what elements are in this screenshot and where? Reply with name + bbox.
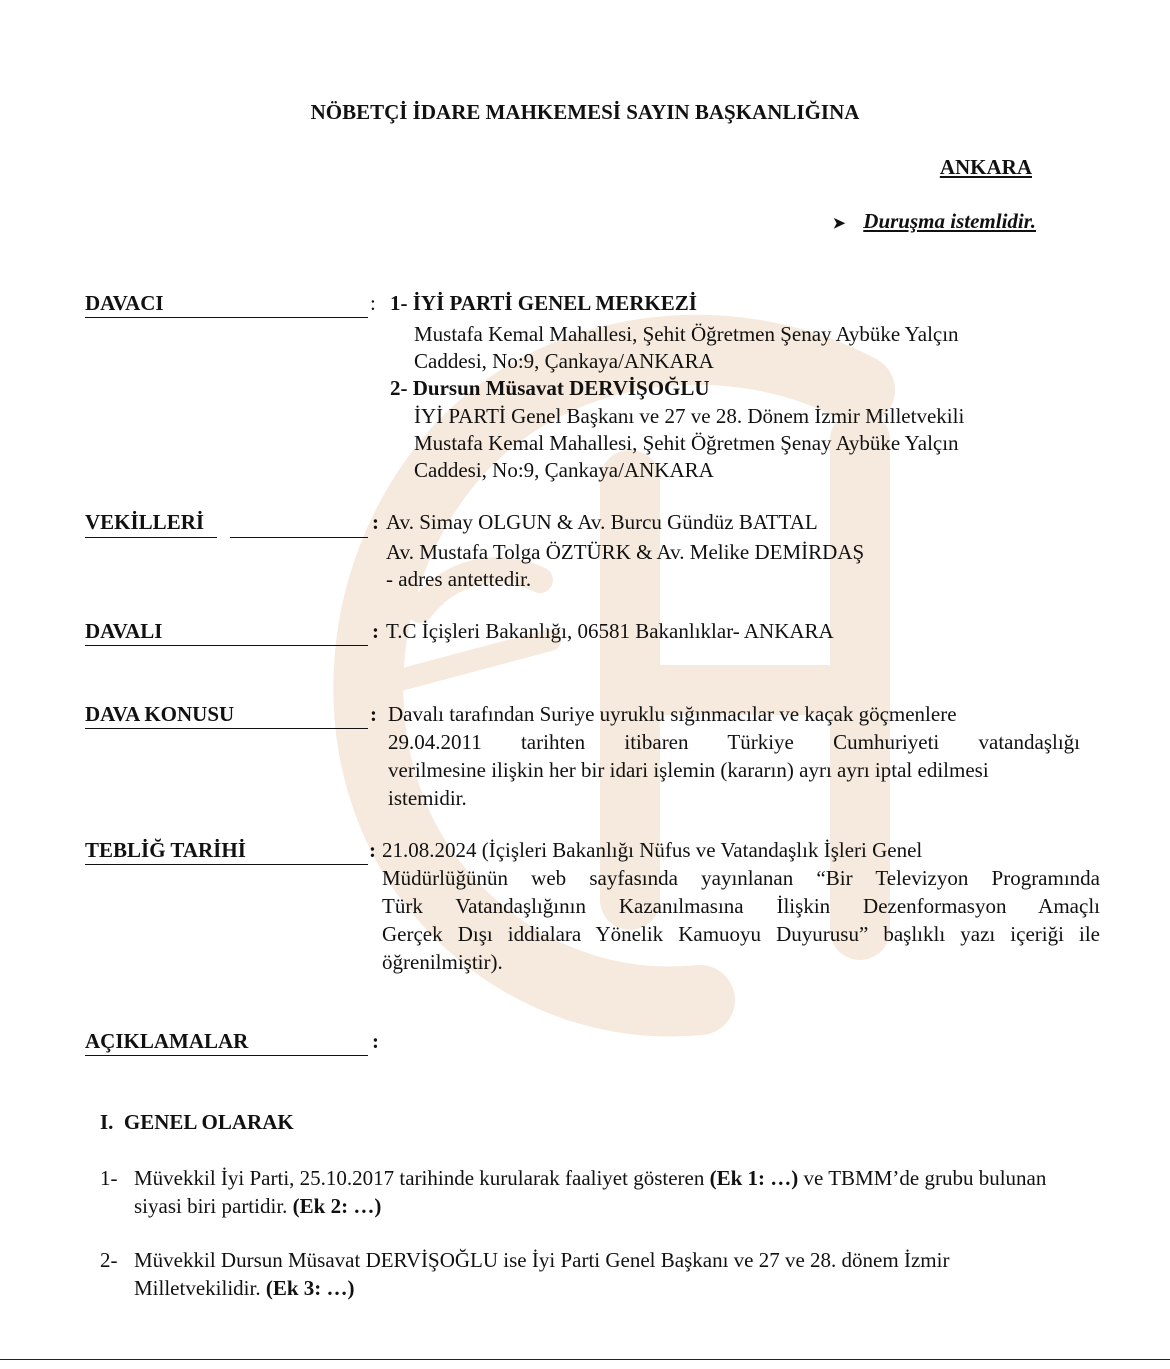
list-item-number: 1- [100, 1166, 118, 1190]
subject-line-1: Davalı tarafından Suriye uyruklu sığınmacılar ve kaçak göçmenlere [388, 702, 957, 726]
plaintiff-label: DAVACI [85, 291, 164, 315]
attorneys-line-2: Av. Mustafa Tolga ÖZTÜRK & Av. Melike DEMİRDAŞ [386, 540, 865, 564]
arrow-bullet-icon: ➤ [832, 216, 846, 232]
defendant-label-rule [85, 645, 368, 646]
section-heading: I. GENEL OLARAK [100, 1110, 294, 1134]
notification-line-4: Gerçek Dışı iddialara Yönelik Kamuoyu Duyurusu” başlıklı yazı içeriği ile [382, 922, 1100, 946]
city: ANKARA [939, 155, 1032, 179]
plaintiff-1-name: 1- İYİ PARTİ GENEL MERKEZİ [390, 291, 697, 315]
list-item-number: 2- [100, 1248, 118, 1272]
list-item-text-part: Müvekkil Dursun Müsavat DERVİŞOĞLU ise İyi Parti Genel Başkanı ve 27 ve 28. dönem İzmir Milletvekilidir. [134, 1248, 950, 1300]
notification-line-1: 21.08.2024 (İçişleri Bakanlığı Nüfus ve Vatandaşlık İşleri Genel [382, 838, 923, 862]
subject-label-rule [85, 728, 368, 729]
attorneys-line-1: Av. Simay OLGUN & Av. Burcu Gündüz BATTAL [386, 510, 818, 534]
attorneys-label-rule-2 [230, 537, 368, 538]
defendant-colon: : [372, 619, 379, 643]
explanations-colon: : [372, 1029, 379, 1053]
notification-label-rule [85, 864, 368, 865]
attorneys-line-3: - adres antettedir. [386, 567, 532, 591]
list-item [100, 1164, 1075, 1224]
notification-line-2: Müdürlüğünün web sayfasında yayınlanan “Bir Televizyon Programında [382, 866, 1100, 890]
list-item-text-part: Müvekkil İyi Parti, 25.10.2017 tarihinde kurularak faaliyet gösteren [134, 1166, 710, 1190]
list-item-text [134, 1246, 1074, 1302]
notification-line-3: Türk Vatandaşlığının Kazanılmasına İlişkin Dezenformasyon Amaçlı [382, 894, 1100, 918]
subject-text [388, 700, 1080, 812]
plaintiff-2-name: 2- Dursun Müsavat DERVİŞOĞLU [390, 376, 710, 400]
list-item-text-part: ve TBMM’de grubu bulunan siyasi biri partidir. [134, 1166, 1047, 1218]
notification-text [382, 836, 1100, 976]
subject-colon: : [370, 702, 377, 726]
plaintiff-2-title: İYİ PARTİ Genel Başkanı ve 27 ve 28. Dönem İzmir Milletvekili [414, 404, 965, 428]
attorneys-colon: : [372, 510, 379, 534]
attorneys-label-rule [85, 537, 217, 538]
subject-line-3: verilmesine ilişkin her bir idari işlemin (kararın) ayrı ayrı iptal edilmesi [388, 758, 989, 782]
explanations-label-rule [85, 1055, 368, 1056]
notification-label: TEBLİĞ TARİHİ [85, 838, 246, 862]
court-title: NÖBETÇİ İDARE MAHKEMESİ SAYIN BAŞKANLIĞINA [310, 100, 860, 124]
annex-reference: (Ek 3: …) [265, 1276, 355, 1300]
annex-reference: (Ek 1: …) [709, 1166, 799, 1190]
plaintiff-label-rule [85, 317, 368, 318]
hearing-note-text: Duruşma istemlidir. [863, 209, 1036, 233]
plaintiff-1-address-2: Caddesi, No:9, Çankaya/ANKARA [414, 349, 714, 373]
notification-colon: : [369, 838, 376, 862]
page-bottom-border [0, 1359, 1170, 1360]
list-item-text [134, 1164, 1074, 1220]
plaintiff-1-address-1: Mustafa Kemal Mahallesi, Şehit Öğretmen Şenay Aybüke Yalçın [414, 322, 959, 346]
defendant-label: DAVALI [85, 619, 163, 643]
plaintiff-2-address-1: Mustafa Kemal Mahallesi, Şehit Öğretmen Şenay Aybüke Yalçın [414, 431, 959, 455]
subject-label: DAVA KONUSU [85, 702, 235, 726]
plaintiff-colon: : [370, 291, 376, 315]
hearing-note [833, 207, 1036, 238]
attorneys-label: VEKİLLERİ [85, 510, 205, 534]
subject-line-4: istemidir. [388, 786, 467, 810]
notification-line-5: öğrenilmiştir). [382, 950, 503, 974]
defendant-value: T.C İçişleri Bakanlığı, 06581 Bakanlıklar- ANKARA [386, 619, 834, 643]
list-item [100, 1246, 1075, 1306]
plaintiff-2-address-2: Caddesi, No:9, Çankaya/ANKARA [414, 458, 714, 482]
subject-line-2: 29.04.2011 tarihten itibaren Türkiye Cumhuriyeti vatandaşlığı [388, 730, 1080, 754]
explanations-label: AÇIKLAMALAR [85, 1029, 249, 1053]
annex-reference: (Ek 2: …) [292, 1194, 382, 1218]
